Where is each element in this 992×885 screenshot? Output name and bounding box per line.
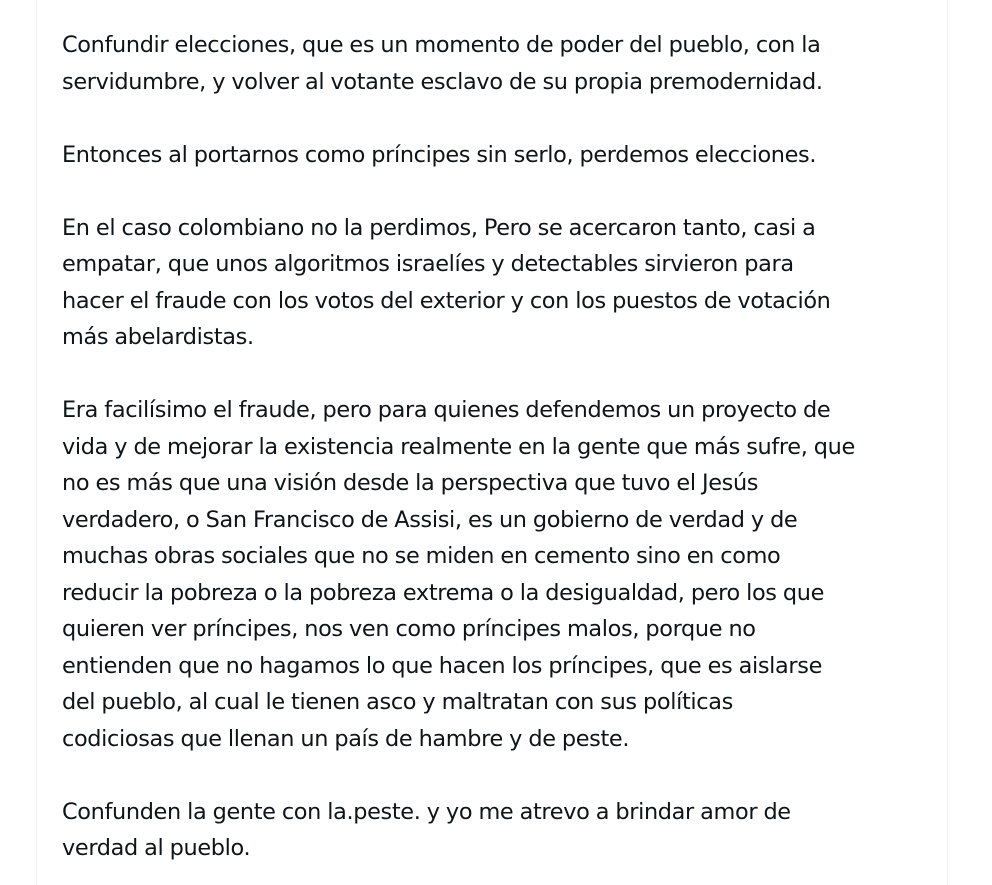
post-paragraph: Confunden la gente con la.peste. y yo me atrevo a brindar amor de verdad al pueblo.: [62, 798, 791, 861]
post-paragraph: Confundir elecciones, que es un momento de poder del pueblo, con la servidumbre, y volver al votante esclavo de su propia premodernidad.: [62, 32, 823, 95]
post-paragraph: Era facilísimo el fraude, pero para quienes defendemos un proyecto de vida y de mejorar la existencia realmente en la gente que más sufre, que no es más que una visión desde la perspectiva que tuvo el Jesús verdadero, o San Francisco de Assisi, es un gobierno de verdad y de muchas obras sociales que no se miden en cemento sino en como reducir la pobreza o la pobreza extrema o la desigualdad, pero los que quieren ver príncipes, nos ven como príncipes malos, porque no entienden que no hagamos lo que hacen los príncipes, que es aislarse del pueblo, al cual le tienen asco y maltratan con sus políticas codiciosas que llenan un país de hambre y de peste.: [62, 397, 855, 752]
post-text: [62, 27, 932, 867]
post-paragraph: En el caso colombiano no la perdimos, Pero se acercaron tanto, casi a empatar, que unos algoritmos israelíes y detectables sirvieron para hacer el fraude con los votos del exterior y con los puestos de votación más abelardistas.: [62, 214, 831, 350]
post-column: [36, 0, 948, 885]
post-paragraph: Entonces al portarnos como príncipes sin serlo, perdemos elecciones.: [62, 141, 817, 168]
